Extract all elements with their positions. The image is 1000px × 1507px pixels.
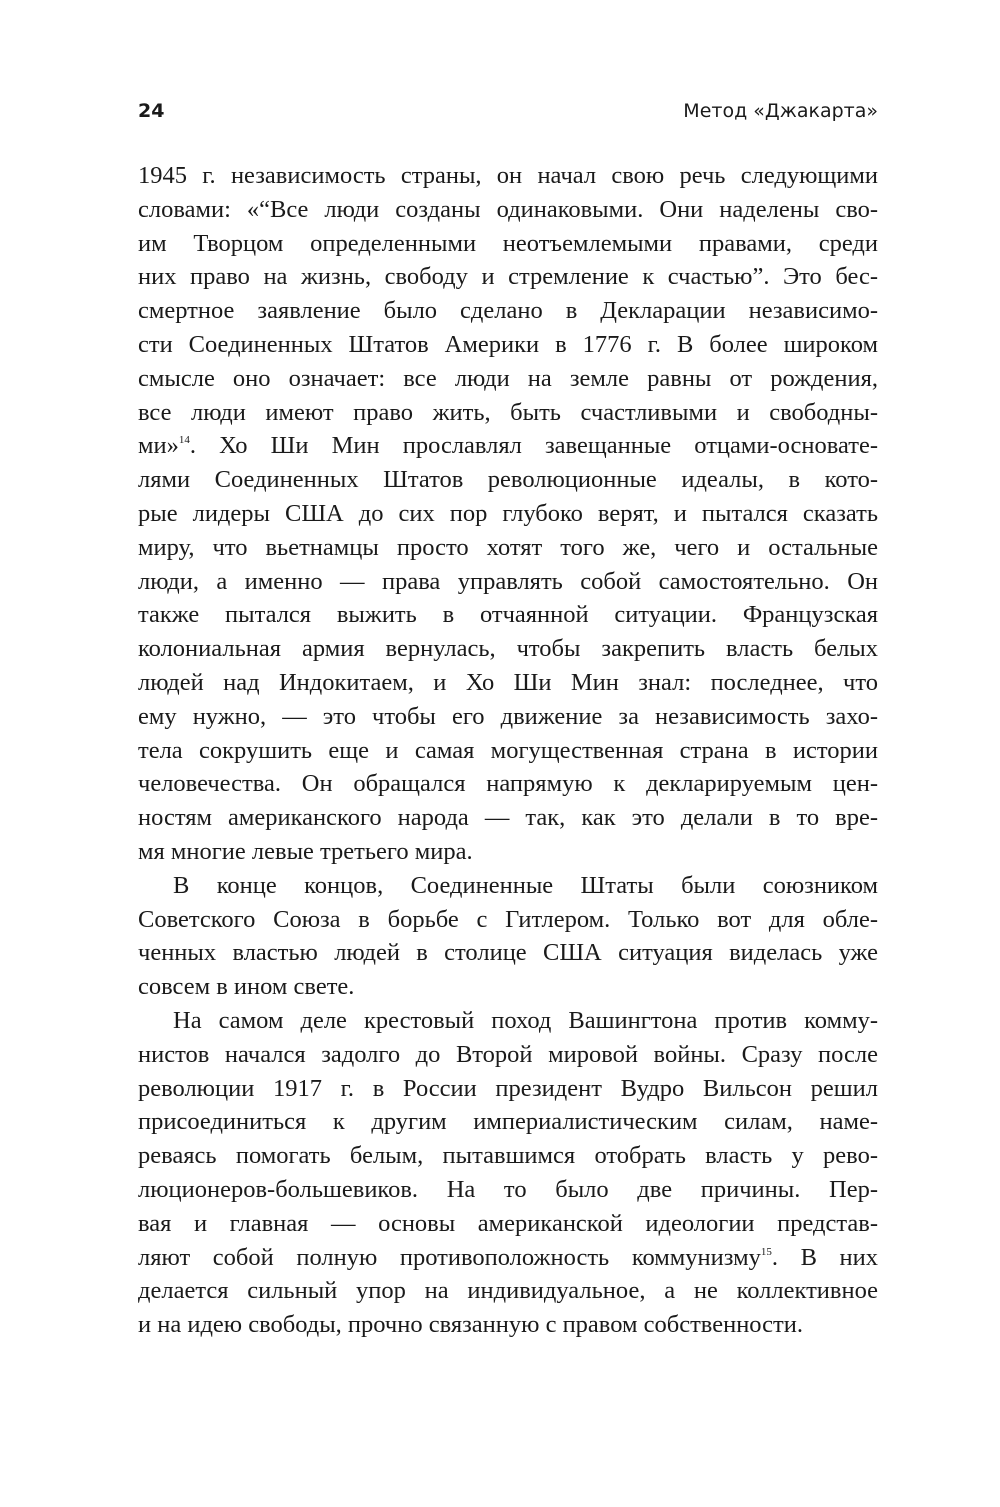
- text-line: человечества. Он обращался напрямую к декларируемым цен-: [138, 770, 878, 798]
- text-line: реваясь помогать белым, пытавшимся отобрать власть у рево-: [138, 1142, 878, 1170]
- text-line: тела сокрушить еще и самая могущественная страна в истории: [138, 736, 878, 764]
- paragraph: [138, 159, 878, 869]
- footnote-marker[interactable]: 14: [178, 434, 190, 447]
- text-segment: . Хо Ши Мин прославлял завещанные отцами-основате-: [189, 432, 878, 460]
- text-line: все люди имеют право жить, быть счастливыми и свободны-: [138, 398, 878, 426]
- text-line: присоединиться к другим империалистическим силам, наме-: [138, 1108, 878, 1136]
- book-title: Метод «Джакарта»: [683, 100, 878, 122]
- text-segment: . В них: [771, 1243, 878, 1271]
- text-line: совсем в ином свете.: [138, 973, 355, 1001]
- text-line: ченных властью людей в столице США ситуация виделась уже: [138, 939, 878, 967]
- text-line: людей над Индокитаем, и Хо Ши Мин знал: последнее, что: [138, 668, 878, 696]
- text-line: им Творцом определенными неотъемлемыми правами, среди: [138, 229, 878, 257]
- running-head: [138, 100, 878, 130]
- body-text: [138, 159, 878, 1342]
- text-line: мя многие левые третьего мира.: [138, 837, 473, 865]
- page-number: 24: [138, 100, 165, 122]
- text-line: Советского Союза в борьбе с Гитлером. Только вот для обле-: [138, 905, 878, 933]
- text-segment: ми»: [138, 432, 179, 460]
- text-line: революции 1917 г. в России президент Вудро Вильсон решил: [138, 1074, 878, 1102]
- text-line: смертное заявление было сделано в Декларации независимо-: [138, 297, 878, 325]
- text-line: вая и главная — основы американской идеологии представ-: [138, 1209, 878, 1237]
- text-line: лями Соединенных Штатов революционные идеалы, в кото-: [138, 466, 878, 494]
- text-line: [138, 429, 878, 463]
- text-line: [138, 1241, 878, 1275]
- text-segment: ляют собой полную противоположность коммунизму: [138, 1243, 761, 1271]
- text-line: рые лидеры США до сих пор глубоко верят, и пытался сказать: [138, 499, 878, 527]
- text-line: и на идею свободы, прочно связанную с правом собственности.: [138, 1311, 803, 1339]
- text-line: делается сильный упор на индивидуальное, а не коллективное: [138, 1277, 878, 1305]
- paragraph: [138, 1004, 878, 1342]
- text-line: миру, что вьетнамцы просто хотят того же, чего и остальные: [138, 533, 878, 561]
- text-line: сти Соединенных Штатов Америки в 1776 г. В более широком: [138, 330, 878, 358]
- text-line: люди, а именно — права управлять собой самостоятельно. Он: [138, 567, 878, 595]
- text-line: смысле оно означает: все люди на земле равны от рождения,: [138, 364, 878, 392]
- footnote-marker[interactable]: 15: [760, 1245, 772, 1258]
- text-line: нистов начался задолго до Второй мировой войны. Сразу после: [138, 1040, 878, 1068]
- text-line: ему нужно, — это чтобы его движение за независимость захо-: [138, 702, 878, 730]
- text-line: словами: «“Все люди созданы одинаковыми. Они наделены сво-: [138, 195, 878, 223]
- text-line: В конце концов, Соединенные Штаты были союзником: [173, 871, 878, 899]
- text-line: На самом деле крестовый поход Вашингтона против комму-: [173, 1006, 878, 1034]
- text-line: люционеров-большевиков. На то было две причины. Пер-: [138, 1175, 878, 1203]
- text-line: также пытался выжить в отчаянной ситуации. Французская: [138, 601, 878, 629]
- text-line: ностям американского народа — так, как это делали в то вре-: [138, 804, 878, 832]
- text-line: колониальная армия вернулась, чтобы закрепить власть белых: [138, 635, 878, 663]
- text-line: них право на жизнь, свободу и стремление к счастью”. Это бес-: [138, 263, 878, 291]
- text-line: 1945 г. независимость страны, он начал свою речь следующими: [138, 162, 878, 189]
- paragraph: [138, 869, 878, 1004]
